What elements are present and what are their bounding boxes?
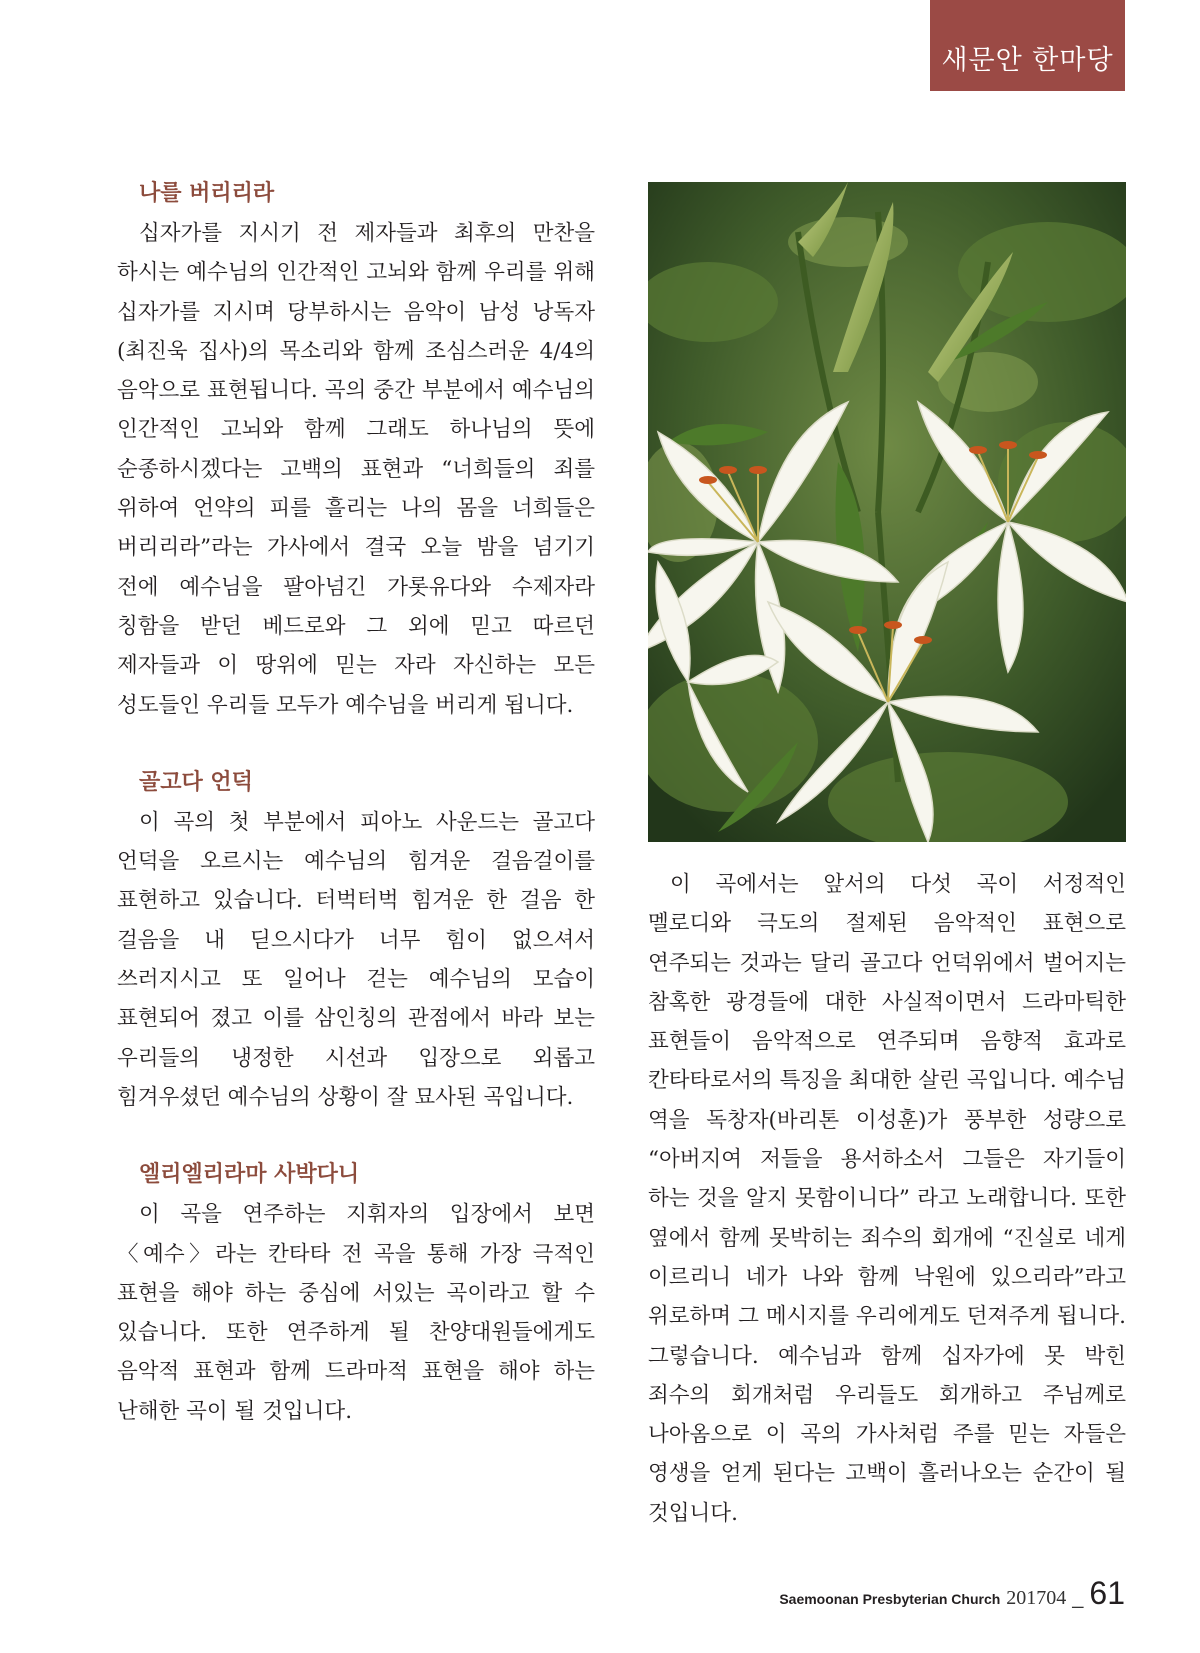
section-2-body: 이 곡의 첫 부분에서 피아노 사운드는 골고다 언덕을 오르시는 예수님의 힘겨운 걸음걸이를 표현하고 있습니다. 터벅터벅 힘겨운 한 걸음 한 걸음을 내 딛으시다가 너무 힘이 없으셔서 쓰러지시고 또 일어나 걷는 예수님의 모습이 표현되어 졌고 이를 삼인칭의 관점에서 바라 보는 우리들의 냉정한 시선과 입장으로 외롭고 힘겨우셨던 예수님의 상황이 잘 묘사된 곡입니다. [117, 809, 595, 1110]
page-number: 61 [1089, 1575, 1125, 1611]
section-2 [117, 765, 595, 1117]
section-3-body: 이 곡을 연주하는 지휘자의 입장에서 보면 〈예수〉라는 칸타타 전 곡을 통해 가장 극적인 표현을 해야 하는 중심에 서있는 곡이라고 할 수 있습니다. 또한 연주하게 될 찬양대원들에게도 음악적 표현과 함께 드라마적 표현을 해야 하는 난해한 곡이 될 것입니다. [117, 1202, 595, 1424]
section-1-title: 나를 버리리라 [139, 180, 275, 206]
page-footer [779, 1575, 1125, 1615]
section-3-title: 엘리엘리라마 사박다니 [139, 1161, 360, 1188]
section-header-label: 새문안 한마당 [941, 45, 1114, 76]
section-header-tab [930, 0, 1125, 91]
section-3-continued-body: 이 곡에서는 앞서의 다섯 곡이 서정적인 멜로디와 극도의 절제된 음악적인 표현으로 연주되는 것과는 달리 골고다 언덕위에서 벌어지는 참혹한 광경들에 대한 사실적이면서 드라마틱한 표현들이 음악적으로 연주되며 음향적 효과로 칸타타로서의 특징을 최대한 살린 곡입니다. 예수님 역을 독창자(바리톤 이성훈)가 풍부한 성량으로 “아버지여 저들을 용서하소서 그들은 자기들이 하는 것을 알지 못함이니다” 라고 노래합니다. 또한 옆에서 함께 못박히는 죄수의 회개에 “진실로 네게 이르리니 네가 나와 함께 낙원에 있으리라”라고 위로하며 그 메시지를 우리에게도 던져주게 됩니다. 그렇습니다. 예수님과 함께 십자가에 못 박힌 죄수의 회개처럼 우리들도 회개하고 주님께로 나아옴으로 이 곡의 가사처럼 주를 믿는 자들은 영생을 얻게 된다는 고백이 흘러나오는 순간이 될 것입니다. [648, 872, 1126, 1526]
section-1 [117, 176, 595, 725]
lily-photo [648, 182, 1126, 842]
footer-issue: 201704 [1006, 1587, 1067, 1609]
footer-church-name: Saemoonan Presbyterian Church [779, 1591, 1001, 1607]
section-1-body: 십자가를 지시기 전 제자들과 최후의 만찬을 하시는 예수님의 인간적인 고뇌와 함께 우리를 위해 십자가를 지시며 당부하시는 음악이 남성 낭독자(최진욱 집사)의 목소리와 함께 조심스러운 4/4의 음악으로 표현됩니다. 곡의 중간 부분에서 예수님의 인간적인 고뇌와 함께 그래도 하나님의 뜻에 순종하시겠다는 고백의 표현과 “너희들의 죄를 위하여 언약의 피를 흘리는 나의 몸을 너희들은 버리리라”라는 가사에서 결국 오늘 밤을 넘기기 전에 예수님을 팔아넘긴 가롯유다와 수제자라 칭함을 받던 베드로와 그 외에 믿고 따르던 제자들과 이 땅위에 믿는 자라 자신하는 모든 성도들인 우리들 모두가 예수님을 버리게 됩니다. [117, 221, 595, 718]
right-column [648, 865, 1126, 1533]
section-3 [117, 1157, 595, 1431]
footer-separator: _ [1072, 1587, 1084, 1609]
left-column [117, 176, 595, 1471]
section-2-title: 골고다 언덕 [139, 768, 253, 795]
lily-illustration [648, 182, 1126, 842]
